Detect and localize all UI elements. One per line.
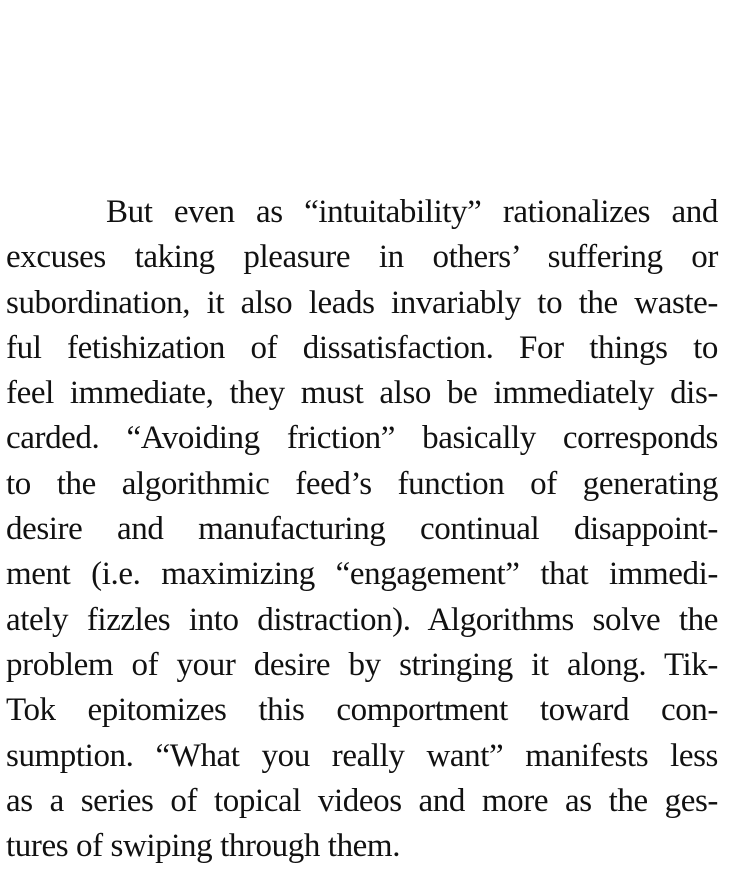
- paragraph-line-7: to the algorithmic feed’s function of generating: [6, 465, 718, 502]
- paragraph-line-6: carded. “Avoiding friction” basically corresponds: [6, 420, 718, 457]
- paragraph-line-8: desire and manufacturing continual disappoint-: [6, 511, 718, 548]
- paragraph-line-1: But even as “intuitability” rationalizes and: [106, 194, 718, 230]
- paragraph-line-14: as a series of topical videos and more as the ges-: [6, 782, 718, 819]
- paragraph-line-9: ment (i.e. maximizing “engagement” that immedi-: [6, 556, 718, 593]
- paragraph-line-4: ful fetishization of dissatisfaction. For things to: [6, 329, 718, 366]
- paragraph-line-10: ately fizzles into distraction). Algorithms solve the: [6, 601, 718, 638]
- paragraph-line-13: sumption. “What you really want” manifests less: [6, 737, 718, 774]
- paragraph-line-5: feel immediate, they must also be immediately dis-: [6, 375, 718, 412]
- paragraph-line-15: tures of swiping through them.: [6, 828, 401, 865]
- paragraph-line-11: problem of your desire by stringing it along. Tik-: [6, 646, 718, 683]
- paragraph-line-3: subordination, it also leads invariably to the waste-: [6, 284, 718, 321]
- paragraph-line-12: Tok epitomizes this comportment toward con-: [6, 692, 718, 729]
- body-paragraph: [6, 190, 718, 869]
- paragraph-line-2: excuses taking pleasure in others’ suffering or: [6, 239, 718, 276]
